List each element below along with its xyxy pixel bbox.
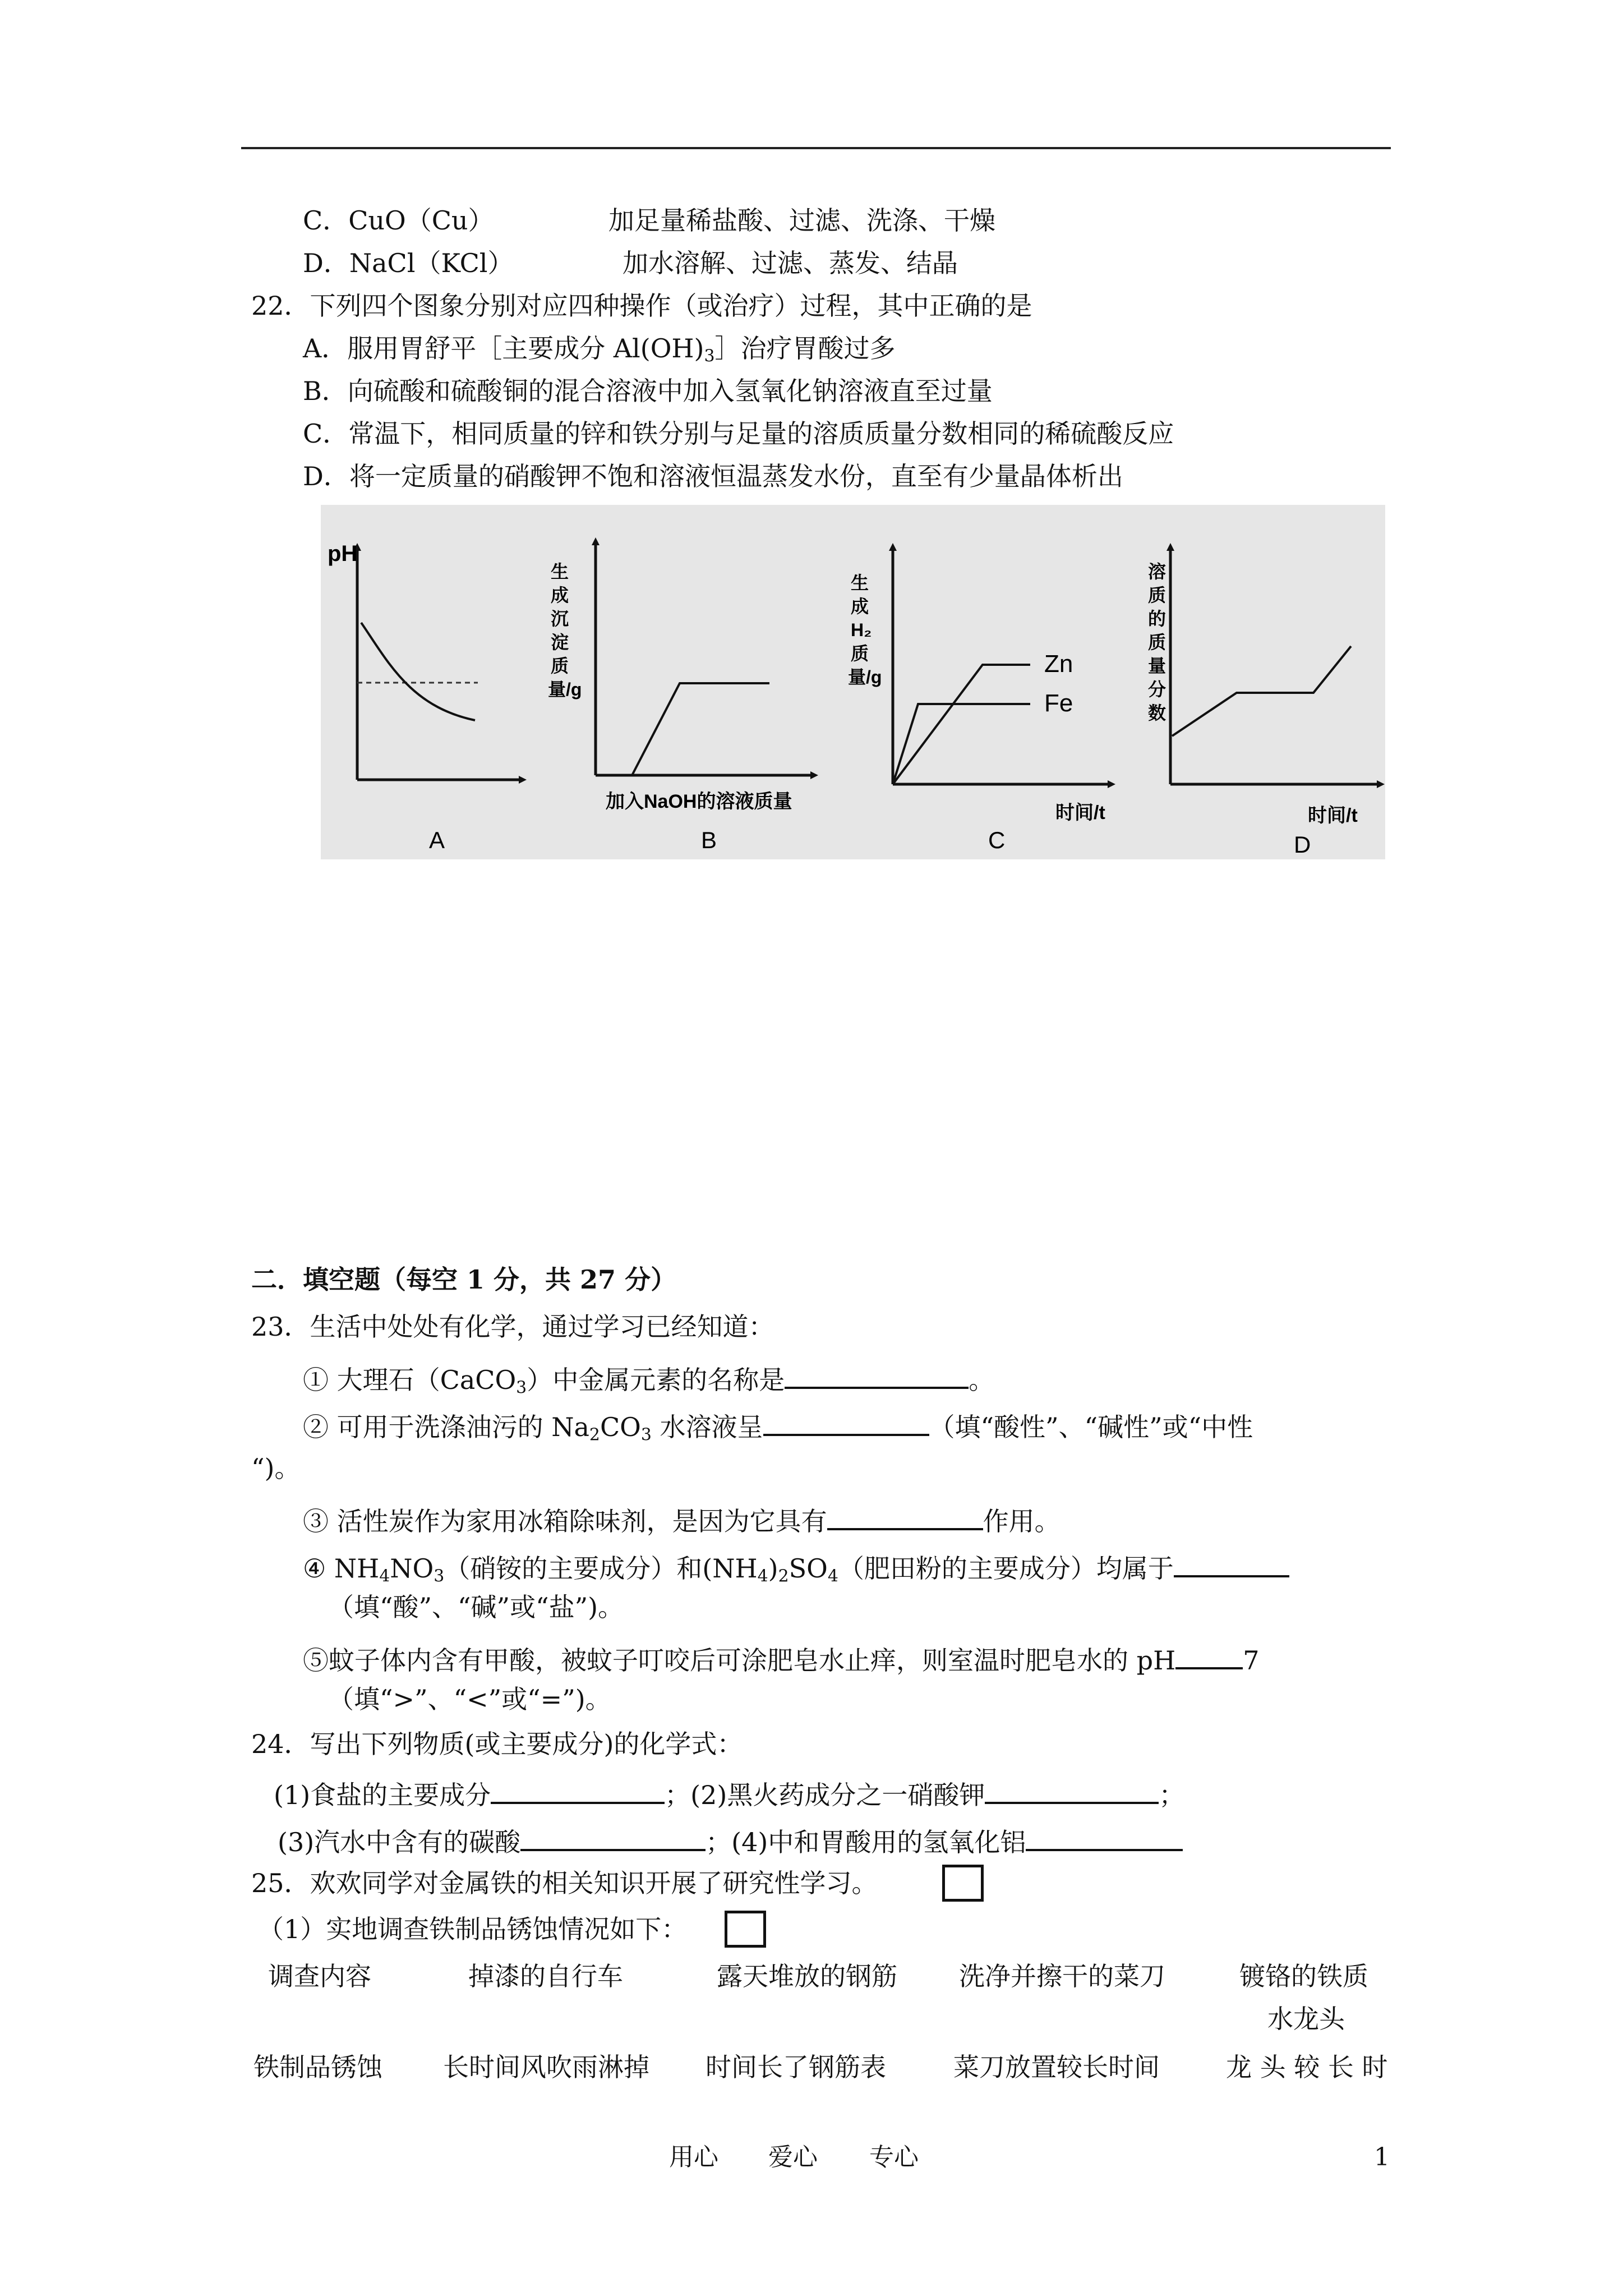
graph-b bbox=[548, 541, 814, 853]
svg-text:成: 成 bbox=[851, 596, 869, 616]
option-d-label: D．NaCl（KCl） bbox=[303, 248, 514, 278]
svg-text:溶: 溶 bbox=[1148, 562, 1166, 582]
q23-4-blank[interactable] bbox=[1174, 1549, 1289, 1577]
q24-2-blank[interactable] bbox=[985, 1776, 1159, 1804]
header-rule bbox=[241, 147, 1391, 149]
graph-d-xlabel: 时间/t bbox=[1308, 805, 1358, 826]
graph-d-line bbox=[1172, 646, 1351, 736]
q25-stem: 25．欢欢同学对金属铁的相关知识开展了研究性学习。 bbox=[251, 1868, 878, 1898]
graph-b-ylabel bbox=[548, 562, 582, 700]
graph-c-xlabel: 时间/t bbox=[1055, 802, 1105, 823]
q23-stem: 23．生活中处处有化学，通过学习已经知道： bbox=[251, 1312, 774, 1342]
table-row2-col1: 铁制品锈蚀 bbox=[253, 2052, 382, 2082]
q22-option-d: D．将一定质量的硝酸钾不饱和溶液恒温蒸发水份，直至有少量晶体析出 bbox=[303, 461, 1123, 491]
svg-text:H₂: H₂ bbox=[851, 620, 872, 640]
q24-1-blank[interactable] bbox=[491, 1776, 665, 1804]
footer-motto-3: 专心 bbox=[869, 2143, 919, 2171]
graph-c-fe-line bbox=[893, 704, 1030, 784]
svg-text:量/g: 量/g bbox=[548, 679, 582, 700]
graph-a bbox=[328, 541, 523, 853]
q23-item-4-cont: （填“酸”、“碱”或“盐”)。 bbox=[328, 1592, 624, 1622]
q24-4-blank[interactable] bbox=[1026, 1823, 1183, 1851]
svg-text:生: 生 bbox=[851, 573, 869, 593]
option-c-method: 加足量稀盐酸、过滤、洗涤、干燥 bbox=[608, 205, 995, 236]
table-row1-col3: 露天堆放的钢筋 bbox=[717, 1961, 897, 1991]
svg-text:量/g: 量/g bbox=[848, 667, 882, 687]
svg-text:质: 质 bbox=[1148, 585, 1166, 605]
footer-motto-1: 用心 bbox=[669, 2143, 718, 2171]
svg-text:淀: 淀 bbox=[551, 632, 569, 652]
table-row1-col5: 镀铬的铁质 bbox=[1239, 1961, 1368, 1991]
graph-c-zn-line bbox=[893, 665, 1030, 784]
q23-item-1: ① 大理石（CaCO$_3$）中金属元素的名称是 。 bbox=[303, 1361, 994, 1396]
q22-graph-figure bbox=[321, 505, 1385, 859]
graph-d bbox=[1148, 547, 1381, 858]
table-row2-col4: 菜刀放置较长时间 bbox=[953, 2052, 1160, 2082]
graph-a-caption: A bbox=[429, 827, 445, 853]
svg-text:质: 质 bbox=[1148, 632, 1166, 652]
q22-option-c: C．常温下，相同质量的锌和铁分别与足量的溶质质量分数相同的稀硫酸反应 bbox=[303, 418, 1174, 449]
q23-3-blank[interactable] bbox=[827, 1502, 983, 1530]
q25-answer-box-1[interactable] bbox=[942, 1865, 984, 1902]
option-d-method: 加水溶解、过滤、蒸发、结晶 bbox=[623, 248, 958, 278]
section-2-title: 二．填空题（每空 1 分，共 27 分） bbox=[251, 1264, 677, 1295]
graph-c-ylabel bbox=[848, 573, 882, 687]
q22-option-b: B．向硫酸和硫酸铜的混合溶液中加入氢氧化钠溶液直至过量 bbox=[303, 376, 993, 406]
graph-d-ylabel bbox=[1148, 562, 1166, 723]
q23-item-2: ② 可用于洗涤油污的 $Na_2CO_3$ 水溶液呈 （填“酸性”、“碱性”或“中性 bbox=[303, 1408, 1253, 1443]
graph-b-caption: B bbox=[701, 827, 717, 853]
q24-3-blank[interactable] bbox=[520, 1823, 706, 1851]
svg-text:质: 质 bbox=[851, 643, 869, 664]
graphs-svg bbox=[321, 505, 1385, 859]
q24-stem: 24．写出下列物质(或主要成分)的化学式： bbox=[251, 1729, 743, 1759]
q23-2-blank[interactable] bbox=[763, 1408, 929, 1436]
q23-1-blank[interactable] bbox=[785, 1361, 969, 1389]
graph-b-line bbox=[632, 683, 769, 775]
q23-5-blank[interactable] bbox=[1175, 1641, 1243, 1669]
option-c-label: C．CuO（Cu） bbox=[303, 205, 494, 236]
q22-option-a: A．服用胃舒平［主要成分 $Al(OH)_3]$治疗胃酸过多 bbox=[303, 333, 896, 366]
footer-motto-2: 爱心 bbox=[768, 2143, 818, 2171]
svg-text:量: 量 bbox=[1148, 656, 1166, 676]
graph-c bbox=[848, 547, 1112, 853]
table-row1-col5-cont: 水龙头 bbox=[1267, 2004, 1345, 2034]
q24-row-1: (1)食盐的主要成分 ；(2)黑火药成分之一硝酸钾 ； bbox=[274, 1776, 1184, 1808]
q25-answer-box-2[interactable] bbox=[725, 1911, 766, 1948]
svg-text:数: 数 bbox=[1148, 703, 1166, 723]
graph-d-caption: D bbox=[1294, 831, 1311, 858]
q23-item-4: ④ $NH_4NO_3$（硝铵的主要成分）和$(NH_4)_2SO_4$（肥田粉的主要成分）均属于 bbox=[303, 1549, 1289, 1585]
graph-a-curve bbox=[361, 623, 475, 720]
svg-text:沉: 沉 bbox=[551, 609, 569, 629]
table-row1-col2: 掉漆的自行车 bbox=[468, 1961, 623, 1991]
svg-text:生: 生 bbox=[551, 562, 569, 582]
table-row1-col4: 洗净并擦干的菜刀 bbox=[959, 1961, 1165, 1991]
table-row2-col5: 龙 头 较 长 时 bbox=[1226, 2052, 1388, 2082]
svg-text:分: 分 bbox=[1148, 679, 1166, 700]
q23-item-2-cont: “)。 bbox=[251, 1453, 301, 1483]
graph-c-zn-label: Zn bbox=[1044, 650, 1073, 678]
svg-text:成: 成 bbox=[551, 585, 569, 605]
table-row2-col2: 长时间风吹雨淋掉 bbox=[443, 2052, 649, 2082]
svg-text:质: 质 bbox=[551, 656, 569, 676]
graph-b-xlabel: 加入NaOH的溶液质量 bbox=[606, 791, 792, 812]
svg-text:的: 的 bbox=[1148, 609, 1166, 629]
graph-c-fe-label: Fe bbox=[1044, 689, 1073, 717]
table-row1-col1: 调查内容 bbox=[268, 1961, 371, 1991]
graph-c-caption: C bbox=[988, 827, 1006, 853]
table-row2-col3: 时间长了钢筋表 bbox=[706, 2052, 886, 2082]
page-number: 1 bbox=[1374, 2143, 1390, 2171]
q25-sub-1: （1）实地调查铁制品锈蚀情况如下： bbox=[258, 1914, 688, 1944]
q23-item-3: ③ 活性炭作为家用冰箱除味剂，是因为它具有 作用。 bbox=[303, 1502, 1061, 1534]
q22-stem: 22．下列四个图象分别对应四种操作（或治疗）过程，其中正确的是 bbox=[251, 291, 1032, 321]
q24-row-2: (3)汽水中含有的碳酸 ；(4)中和胃酸用的氢氧化铝 bbox=[278, 1823, 1183, 1855]
graph-a-ylabel: pH bbox=[328, 541, 358, 566]
q23-item-5: ⑤蚊子体内含有甲酸，被蚊子叮咬后可涂肥皂水止痒，则室温时肥皂水的 pH 7 bbox=[303, 1641, 1259, 1673]
q23-item-5-cont: （填“>”、“<”或“=”)。 bbox=[328, 1684, 611, 1714]
